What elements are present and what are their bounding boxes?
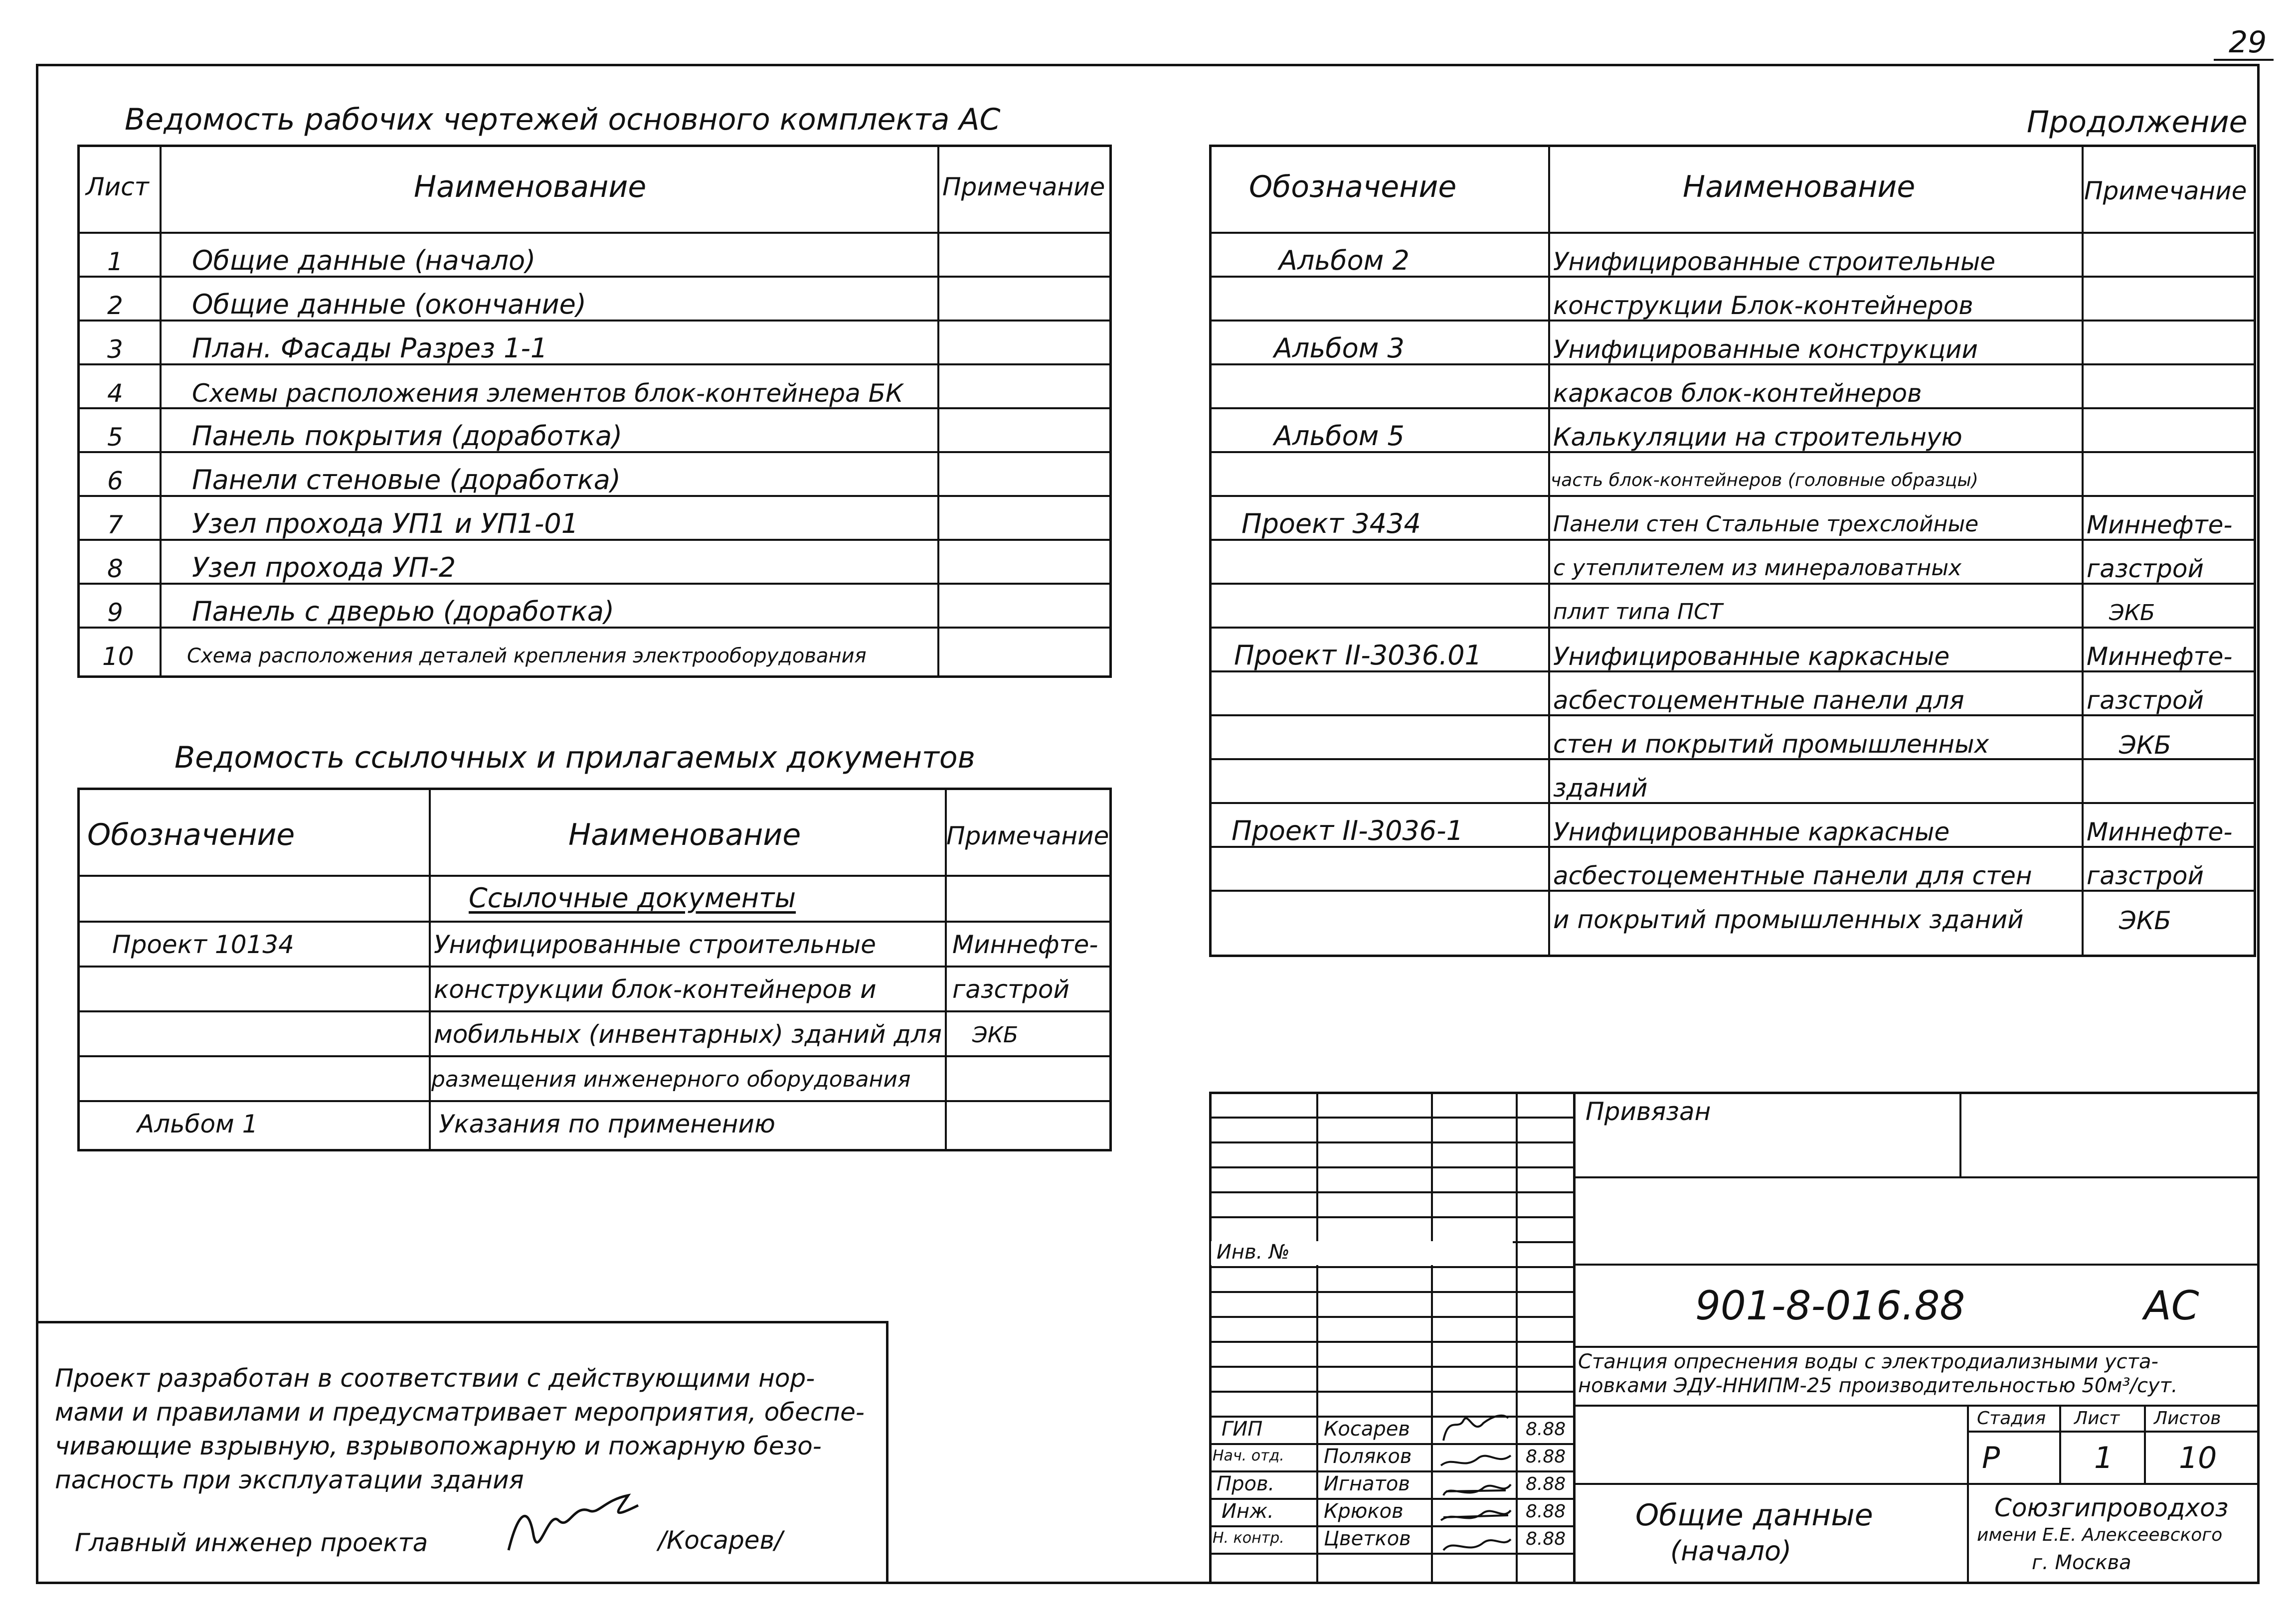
signature-date: 8.88 [1526, 1529, 1566, 1549]
signature-date: 8.88 [1526, 1447, 1566, 1467]
table-row-name: Указания по применению [439, 1110, 775, 1138]
table-row-name: Унифицированные строительные [1553, 247, 1996, 276]
table-row-name: с утеплителем из минераловатных [1553, 555, 1962, 581]
description-line-1: Станция опреснения воды с электродиализными уста- [1578, 1350, 2158, 1373]
signature-role: Н. контр. [1213, 1529, 1284, 1547]
table-row-designation: Альбом 3 [1274, 332, 1405, 364]
signature-name: Цветков [1324, 1527, 1411, 1550]
table-row-num: 9 [107, 598, 123, 627]
tied-label: Привязан [1586, 1097, 1711, 1126]
sheets-label: Листов [2154, 1408, 2221, 1429]
table-row-num: 2 [107, 291, 123, 320]
chief-engineer-label: Главный инженер проекта [75, 1528, 428, 1557]
table-row-note: ЭКБ [2109, 600, 2155, 626]
stage-label: Стадия [1977, 1408, 2046, 1429]
cont-header-note: Примечание [2084, 176, 2247, 205]
table-row-name: Унифицированные каркасные [1553, 817, 1950, 846]
table-row-note: ЭКБ [972, 1022, 1019, 1048]
table-row-note: газстрой [952, 975, 1069, 1004]
chief-engineer-name: /Косарев/ [658, 1526, 783, 1555]
col-header-sheet: Лист [86, 172, 149, 201]
table-row-note: Миннефте- [2087, 510, 2233, 539]
col-header-name: Наименование [414, 169, 647, 204]
table-row-num: 1 [107, 247, 123, 276]
signature-name: Крюков [1324, 1500, 1404, 1523]
table-row-name: размещения инженерного оборудования [431, 1067, 911, 1092]
table-row-note: газстрой [2087, 554, 2204, 583]
table-row-name: Унифицированные конструкции [1553, 335, 1978, 364]
sheets-value: 10 [2179, 1441, 2217, 1475]
sheets-register-title: Ведомость рабочих чертежей основного комплекта АС [125, 102, 1001, 137]
signature-role: Нач. отд. [1213, 1447, 1284, 1464]
table-row-name: Схема расположения деталей крепления электрооборудования [187, 645, 867, 667]
signature-role: Инж. [1222, 1500, 1274, 1523]
table-row-note: Миннефте- [2087, 817, 2233, 846]
sheet-name-1: Общие данные [1635, 1498, 1873, 1533]
table-row-name: Унифицированные каркасные [1553, 642, 1950, 671]
organization-3: г. Москва [2032, 1551, 2131, 1574]
table-row-num: 8 [107, 554, 123, 583]
table-row-num: 3 [107, 335, 123, 364]
refs-header-name: Наименование [568, 817, 801, 852]
note-line: пасность при эксплуатации здания [55, 1465, 524, 1494]
signature-role: ГИП [1222, 1418, 1263, 1441]
cont-header-name: Наименование [1683, 169, 1916, 204]
signature-role: Пров. [1217, 1472, 1275, 1495]
table-row-num: 10 [102, 642, 134, 671]
table-row-name: стен и покрытий промышленных [1553, 730, 1989, 759]
signature-date: 8.88 [1526, 1419, 1566, 1440]
table-row-num: 7 [107, 510, 123, 539]
sheet-value: 1 [2094, 1441, 2114, 1475]
table-row-name: Общие данные (окончание) [192, 289, 586, 320]
table-row-designation: Проект II-3036-1 [1232, 815, 1463, 846]
table-row-name: План. Фасады Разрез 1-1 [192, 332, 548, 364]
note-line: Проект разработан в соответствии с действующими нор- [55, 1364, 815, 1393]
table-row-num: 5 [107, 423, 123, 452]
refs-register-title: Ведомость ссылочных и прилагаемых документов [175, 740, 975, 775]
table-row-name: Калькуляции на строительную [1553, 423, 1962, 452]
document-mark: АС [2144, 1283, 2199, 1329]
sheet-name-2: (начало) [1670, 1535, 1792, 1567]
table-row-name: Общие данные (начало) [192, 245, 536, 276]
table-row-name: Унифицированные строительные [434, 930, 877, 959]
signature-date: 8.88 [1526, 1501, 1566, 1522]
table-row-designation: Альбом 2 [1279, 245, 1410, 276]
table-row-name: Узел прохода УП1 и УП1-01 [192, 508, 579, 539]
table-row-name: и покрытий промышленных зданий [1553, 905, 2024, 934]
table-row-note: газстрой [2087, 861, 2204, 890]
refs-subheader: Ссылочные документы [469, 882, 796, 914]
sheet-label: Лист [2074, 1408, 2120, 1429]
chief-signature [499, 1490, 648, 1565]
table-row-name: Узел прохода УП-2 [192, 552, 456, 583]
table-row-designation: Проект 3434 [1241, 508, 1421, 539]
table-row-note: ЭКБ [2119, 906, 2171, 935]
table-row-num: 4 [107, 379, 123, 408]
page-number: 29 [2229, 25, 2267, 60]
refs-header-designation: Обозначение [87, 817, 295, 852]
refs-header-note: Примечание [946, 821, 1109, 850]
table-row-designation: Альбом 5 [1274, 420, 1405, 452]
note-line: чивающие взрывную, взрывопожарную и пожарную безо- [55, 1432, 822, 1460]
table-row-name: Схемы расположения элементов блок-контейнера БК [192, 379, 903, 408]
description-line-2: новками ЭДУ-ННИПМ-25 производительностью 50м³/сут. [1578, 1374, 2178, 1397]
table-row-note: Миннефте- [952, 930, 1098, 959]
table-row-name: Панели стеновые (доработка) [192, 464, 621, 495]
inv-no-label: Инв. № [1217, 1241, 1290, 1264]
table-row-name: каркасов блок-контейнеров [1553, 379, 1922, 408]
table-row-name: плит типа ПСТ [1553, 599, 1723, 625]
signature-name: Игнатов [1324, 1472, 1410, 1495]
page-number-underline [2214, 59, 2274, 61]
table-row-num: 6 [107, 467, 123, 495]
signature-name: Косарев [1324, 1418, 1410, 1441]
stage-value: Р [1982, 1441, 2000, 1475]
table-row-name: часть блок-контейнеров (головные образцы) [1551, 470, 1978, 490]
organization-2: имени Е.Е. Алексеевского [1977, 1525, 2223, 1545]
note-line: мами и правилами и предусматривает мероприятия, обеспе- [55, 1398, 865, 1427]
table-row-designation: Проект 10134 [112, 930, 294, 959]
table-row-name: Панели стен Стальные трехслойные [1553, 511, 1979, 537]
table-row-designation: Альбом 1 [137, 1110, 258, 1138]
table-row-name: асбестоцементные панели для [1553, 686, 1964, 715]
table-row-name: конструкции блок-контейнеров и [434, 975, 877, 1004]
continuation-label: Продолжение [2027, 105, 2248, 140]
table-row-name: Панель покрытия (доработка) [192, 420, 623, 452]
signature-name: Поляков [1324, 1445, 1412, 1468]
table-row-name: зданий [1553, 774, 1648, 803]
signature-date: 8.88 [1526, 1474, 1566, 1494]
organization-1: Союзгипроводхоз [1994, 1493, 2229, 1522]
table-row-name: мобильных (инвентарных) зданий для [434, 1020, 942, 1049]
cont-header-designation: Обозначение [1249, 169, 1457, 204]
signature-marks [1433, 1396, 1516, 1583]
table-row-note: газстрой [2087, 686, 2204, 715]
col-header-note: Примечание [942, 172, 1105, 201]
table-row-name: асбестоцементные панели для стен [1553, 861, 2032, 890]
table-row-name: Панель с дверью (доработка) [192, 596, 615, 627]
table-row-designation: Проект II-3036.01 [1234, 640, 1482, 671]
table-row-note: Миннефте- [2087, 642, 2233, 671]
document-code: 901-8-016.88 [1695, 1283, 1965, 1329]
table-row-note: ЭКБ [2119, 731, 2171, 760]
table-row-name: конструкции Блок-контейнеров [1553, 291, 1973, 320]
